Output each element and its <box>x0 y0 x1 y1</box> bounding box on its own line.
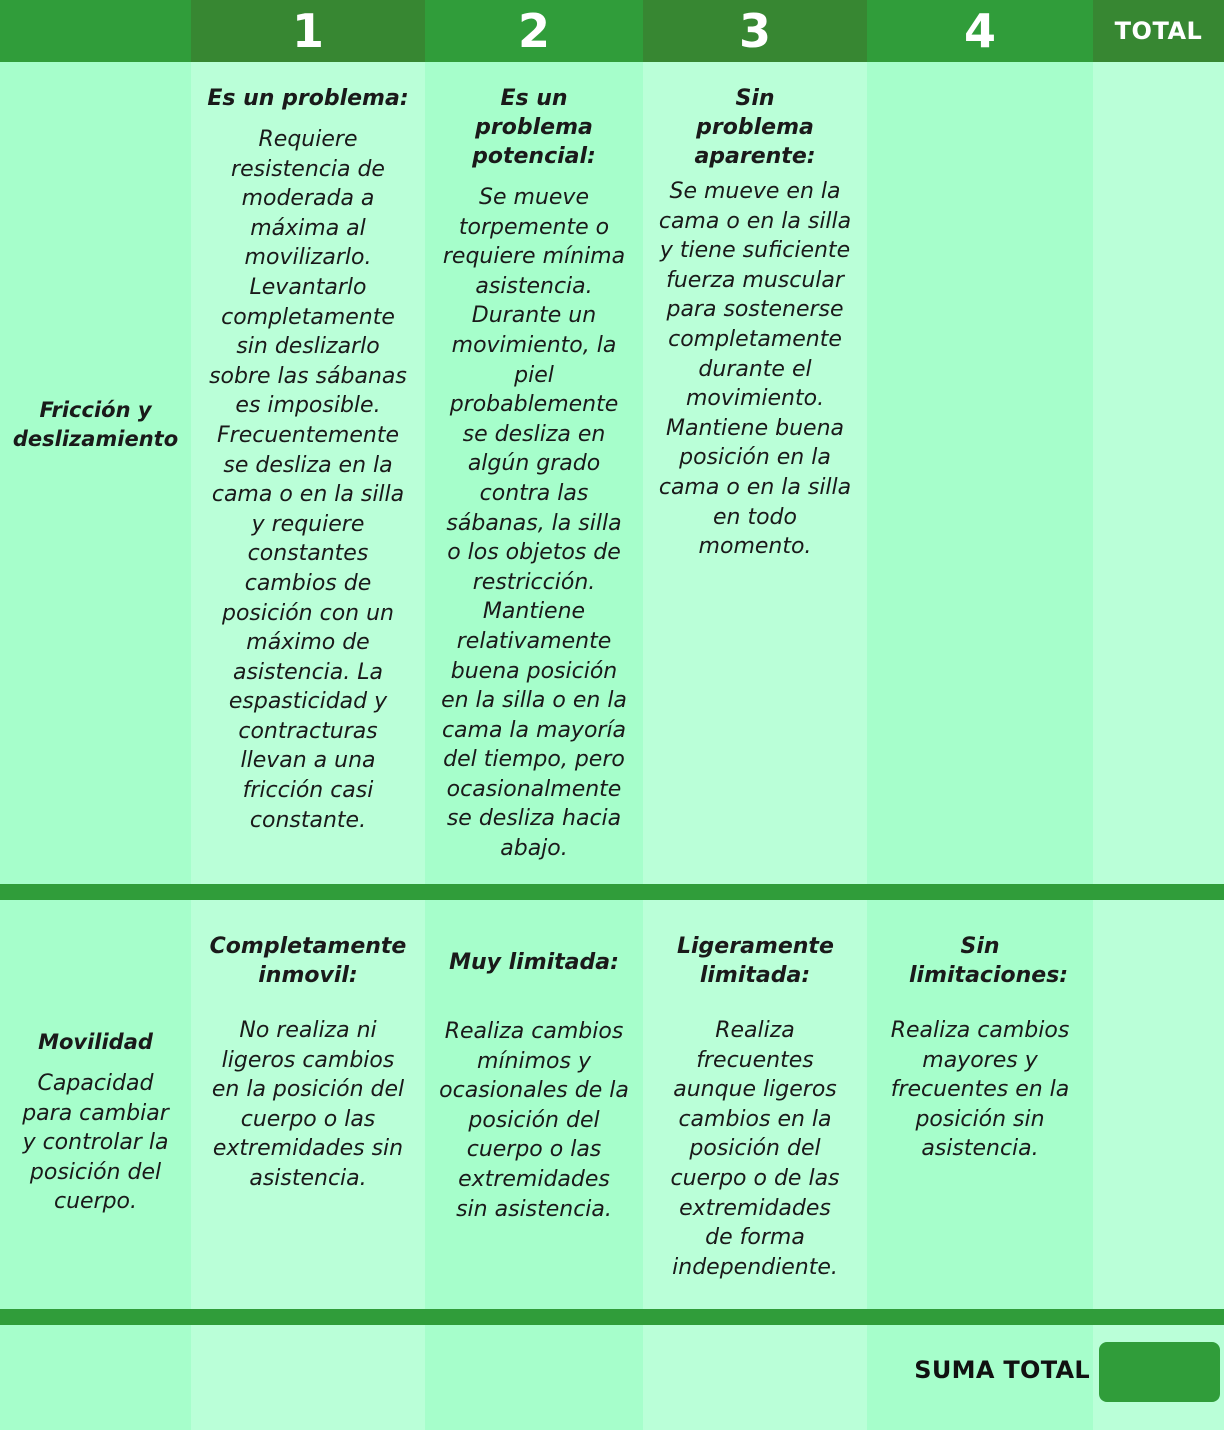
row-label-title: Fricción y deslizamiento <box>12 398 179 451</box>
cell-text: Realiza cambios mínimos y ocasionales de la posición del cuerpo o las extremidades sin asistencia. <box>439 1019 629 1222</box>
header-total: TOTAL <box>1093 0 1224 62</box>
column-4-bg <box>867 0 1093 1430</box>
sum-total-field[interactable] <box>1099 1342 1220 1402</box>
header-empty-cell <box>0 0 191 62</box>
header-col-1: 1 <box>191 0 425 62</box>
cell-movilidad-1 <box>191 932 425 1194</box>
cell-title: Muy limitada: <box>449 950 619 975</box>
cell-text: No realiza ni ligeros cambios en la posición del cuerpo o las extremidades sin asistencia. <box>211 1018 405 1191</box>
row-divider <box>0 1309 1224 1325</box>
cell-title: Sin problema aparente: <box>694 86 816 169</box>
cell-text: Se mueve torpemente o requiere mínima asistencia. Durante un movimiento, la piel probablemente se desliza en algún grado contra las sábanas, la silla o los objetos de restricción. Mantiene relativamente buena posición en la silla o en la cama la mayoría del tiempo, pero ocasionalmente se desliza hacia abajo. <box>441 185 627 862</box>
cell-title: Ligeramente limitada: <box>677 934 834 988</box>
header-col-2: 2 <box>425 0 643 62</box>
cell-text: Se mueve en la cama o en la silla y tiene suficiente fuerza muscular para sostenerse completamente durante el movimiento. Mantiene buena posición en la cama o en la silla en todo momento. <box>658 179 852 560</box>
cell-title: Sin limitaciones: <box>909 934 1069 988</box>
cell-title: Completamente inmovil: <box>209 934 407 988</box>
cell-movilidad-4 <box>867 932 1093 1164</box>
row-divider <box>0 884 1224 900</box>
cell-friccion-3 <box>643 84 867 562</box>
row-label-title: Movilidad <box>38 1030 153 1054</box>
cell-text: Realiza frecuentes aunque ligeros cambios en la posición del cuerpo o de las extremidades de forma independiente. <box>670 1018 840 1280</box>
cell-text: Realiza cambios mayores y frecuentes en la posición sin asistencia. <box>890 1018 1070 1162</box>
column-total-bg <box>1093 0 1224 1430</box>
cell-friccion-2 <box>425 84 643 864</box>
sum-total-label: SUMA TOTAL <box>914 1356 1090 1384</box>
header-col-3: 3 <box>643 0 867 62</box>
row-label-movilidad <box>0 1028 191 1217</box>
row-label-description: Capacidad para cambiar y controlar la posición del cuerpo. <box>22 1071 169 1215</box>
cell-friccion-1 <box>191 84 425 835</box>
cell-text: Requiere resistencia de moderada a máxima al movilizarlo. Levantarlo completamente sin deslizarlo sobre las sábanas es imposible. Frecuentemente se desliza en la cama o en la silla y requiere constantes cambios de posición con un máximo de asistencia. La espasticidad y contracturas llevan a una fricción casi constante. <box>209 127 407 833</box>
cell-title: Es un problema potencial: <box>472 86 596 169</box>
cell-movilidad-2 <box>425 948 643 1224</box>
row-label-friccion <box>0 396 191 454</box>
cell-movilidad-3 <box>643 932 867 1282</box>
header-col-4: 4 <box>867 0 1093 62</box>
cell-title: Es un problema: <box>207 86 409 111</box>
